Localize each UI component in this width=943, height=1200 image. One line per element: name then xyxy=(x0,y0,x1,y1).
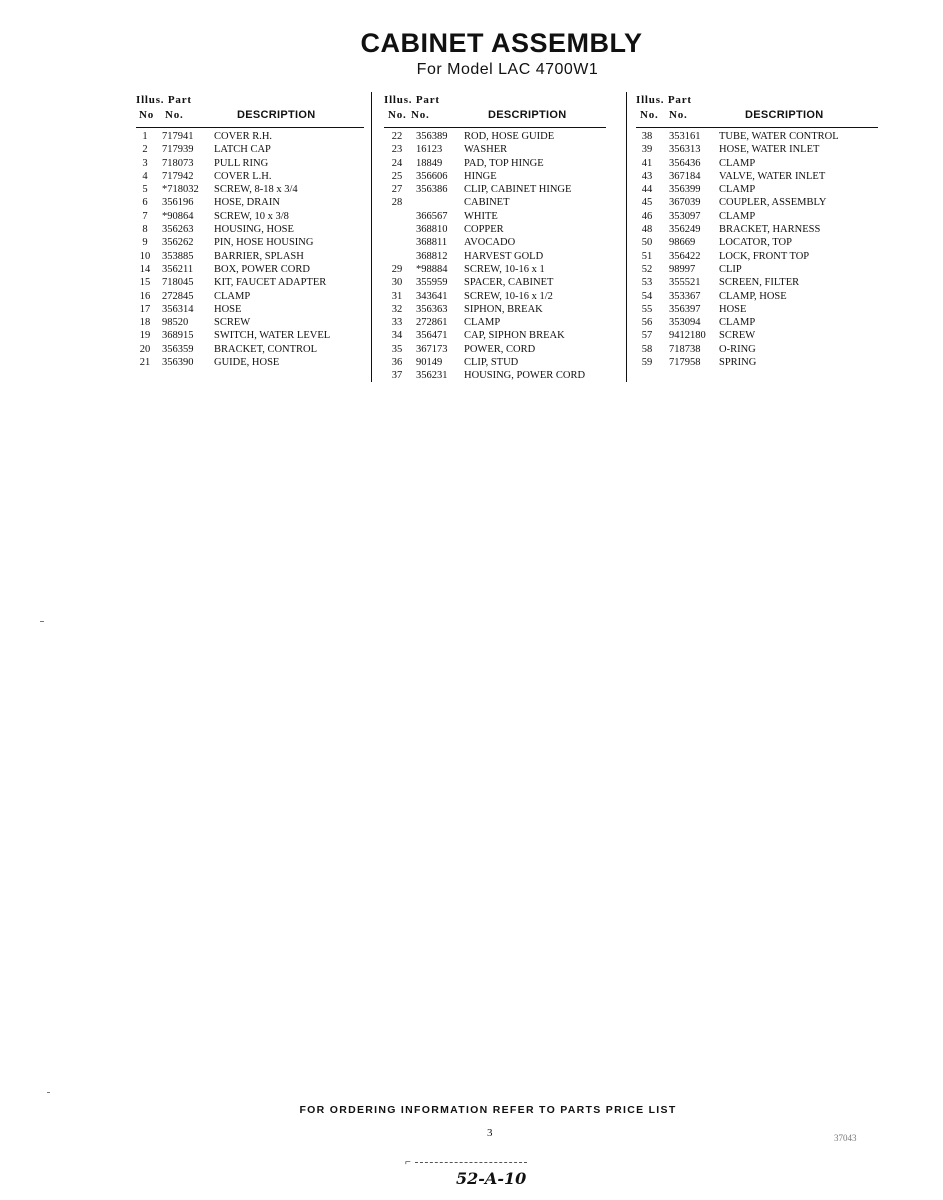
part-number: 98520 xyxy=(162,317,189,329)
illus-number: 51 xyxy=(641,250,653,262)
part-description: O-RING xyxy=(719,343,756,355)
illus-number: 27 xyxy=(391,184,403,196)
illus-number: 2 xyxy=(142,144,148,156)
header-illus: Illus. Part xyxy=(636,94,692,106)
illus-number: 14 xyxy=(139,263,151,275)
table-row xyxy=(384,329,606,342)
parts-list xyxy=(636,128,878,369)
part-number: 356196 xyxy=(162,197,194,209)
part-description: WHITE xyxy=(464,210,498,222)
part-description: CLAMP xyxy=(464,317,501,329)
illus-number: 28 xyxy=(391,197,403,209)
table-row xyxy=(636,130,878,143)
column-divider xyxy=(626,92,627,382)
part-number: 90149 xyxy=(416,357,443,369)
part-description: COVER R.H. xyxy=(214,131,273,142)
part-number: 272845 xyxy=(162,290,194,302)
model-subtitle: For Model LAC 4700W1 xyxy=(416,61,599,78)
part-number: 356422 xyxy=(669,250,701,262)
table-row xyxy=(136,236,364,249)
part-number: 356262 xyxy=(162,237,194,249)
table-header xyxy=(636,93,878,128)
illus-number: 25 xyxy=(391,170,403,182)
table-row xyxy=(384,263,606,276)
table-row xyxy=(636,223,878,236)
part-description: AVOCADO xyxy=(464,237,516,249)
illus-number: 33 xyxy=(391,317,403,329)
part-description: PAD, TOP HINGE xyxy=(464,157,544,169)
part-description: ROD, HOSE GUIDE xyxy=(464,131,555,142)
illus-number: 10 xyxy=(139,250,151,262)
part-number: 366567 xyxy=(416,210,448,222)
part-description: BRACKET, CONTROL xyxy=(214,343,318,355)
part-description: LOCATOR, TOP xyxy=(719,237,792,249)
part-number: 356389 xyxy=(416,131,448,142)
illus-number: 57 xyxy=(641,330,653,342)
part-description: CABINET xyxy=(464,197,510,209)
part-number: 367173 xyxy=(416,343,448,355)
part-description: HOSE, DRAIN xyxy=(214,197,280,209)
table-row xyxy=(384,130,606,143)
table-row xyxy=(636,170,878,183)
table-row xyxy=(636,157,878,170)
illus-number: 56 xyxy=(641,317,653,329)
part-number: 717941 xyxy=(162,131,194,142)
part-number: 717939 xyxy=(162,144,194,156)
part-description: CAP, SIPHON BREAK xyxy=(464,330,565,342)
part-description: HOSE, WATER INLET xyxy=(719,144,820,156)
table-row xyxy=(136,329,364,342)
illus-number: 24 xyxy=(391,157,403,169)
table-row xyxy=(636,316,878,329)
part-description: HOSE xyxy=(214,303,242,315)
part-number: 356359 xyxy=(162,343,194,355)
illus-number: 17 xyxy=(139,303,151,315)
part-description: SCREW xyxy=(719,330,756,342)
illus-number: 20 xyxy=(139,343,151,355)
illus-number: 6 xyxy=(142,197,148,209)
part-description: SCREEN, FILTER xyxy=(719,277,800,289)
part-number: 355959 xyxy=(416,277,448,289)
part-number: 356363 xyxy=(416,303,448,315)
parts-column-1 xyxy=(136,93,364,369)
part-number: 16123 xyxy=(416,144,443,156)
header-illus: Illus. Part xyxy=(136,94,192,106)
part-description: SWITCH, WATER LEVEL xyxy=(214,330,331,342)
part-number: 353161 xyxy=(669,131,701,142)
part-description: SCREW, 8-18 x 3/4 xyxy=(214,184,298,196)
illus-number: 34 xyxy=(391,330,403,342)
table-header xyxy=(136,93,364,128)
part-description: BRACKET, HARNESS xyxy=(719,224,821,236)
illus-number: 32 xyxy=(391,303,403,315)
part-description: COPPER xyxy=(464,224,504,236)
part-number: *90864 xyxy=(162,210,194,222)
part-number: 717958 xyxy=(669,357,701,369)
table-row xyxy=(636,290,878,303)
table-row xyxy=(136,303,364,316)
table-row xyxy=(136,183,364,196)
illus-number: 22 xyxy=(391,131,403,142)
table-row xyxy=(636,210,878,223)
header-part-no: No. xyxy=(165,109,184,121)
table-row xyxy=(136,356,364,369)
parts-column-2 xyxy=(384,93,606,383)
part-number: 368810 xyxy=(416,224,448,236)
illus-number: 55 xyxy=(641,303,653,315)
table-row xyxy=(136,223,364,236)
part-description: PIN, HOSE HOUSING xyxy=(214,237,314,249)
illus-number: 59 xyxy=(641,357,653,369)
table-row xyxy=(384,157,606,170)
part-number: 356249 xyxy=(669,224,701,236)
table-row xyxy=(384,369,606,382)
table-row xyxy=(136,276,364,289)
part-description: WASHER xyxy=(464,144,508,156)
table-row xyxy=(136,157,364,170)
part-number: 356313 xyxy=(669,144,701,156)
illus-number: 52 xyxy=(641,263,653,275)
part-description: COUPLER, ASSEMBLY xyxy=(719,197,827,209)
illus-number: 44 xyxy=(641,184,653,196)
table-row xyxy=(636,143,878,156)
table-row xyxy=(136,290,364,303)
illus-number: 9 xyxy=(142,237,148,249)
illus-number: 3 xyxy=(142,157,148,169)
part-description: SCREW, 10-16 x 1 xyxy=(464,263,545,275)
part-number: 18849 xyxy=(416,157,443,169)
part-number: 356390 xyxy=(162,357,194,369)
illus-number: 39 xyxy=(641,144,653,156)
scan-speck xyxy=(40,621,44,622)
part-number: 9412180 xyxy=(669,330,706,342)
table-row xyxy=(636,263,878,276)
part-number: 353094 xyxy=(669,317,701,329)
header-part-no: No. xyxy=(411,109,430,121)
illus-number: 41 xyxy=(641,157,653,169)
part-description: SCREW, 10-16 x 1/2 xyxy=(464,290,553,302)
illus-number: 18 xyxy=(139,317,151,329)
part-description: HINGE xyxy=(464,170,497,182)
part-number: 356231 xyxy=(416,370,448,382)
part-number: 356211 xyxy=(162,263,194,275)
illus-number: 15 xyxy=(139,277,151,289)
part-description: KIT, FAUCET ADAPTER xyxy=(214,277,327,289)
illus-number: 31 xyxy=(391,290,403,302)
table-row xyxy=(136,210,364,223)
table-row xyxy=(384,250,606,263)
header-description: DESCRIPTION xyxy=(488,109,567,121)
illus-number: 30 xyxy=(391,277,403,289)
illus-number: 54 xyxy=(641,290,653,302)
part-number: 718073 xyxy=(162,157,194,169)
part-description: TUBE, WATER CONTROL xyxy=(719,131,839,142)
handwritten-code: 52-A-10 xyxy=(456,1169,527,1188)
header-no: No. xyxy=(640,109,659,121)
header-illus: Illus. Part xyxy=(384,94,440,106)
part-description: SIPHON, BREAK xyxy=(464,303,543,315)
table-row xyxy=(136,316,364,329)
table-row xyxy=(384,343,606,356)
part-description: SCREW xyxy=(214,317,251,329)
table-row xyxy=(636,343,878,356)
illus-number: 1 xyxy=(142,131,148,142)
part-description: CLIP xyxy=(719,263,742,275)
part-description: CLAMP xyxy=(214,290,251,302)
column-divider xyxy=(371,92,372,382)
part-number: 367184 xyxy=(669,170,701,182)
part-description: CLAMP xyxy=(719,210,756,222)
illus-number: 46 xyxy=(641,210,653,222)
table-row xyxy=(384,290,606,303)
table-row xyxy=(384,276,606,289)
part-description: LATCH CAP xyxy=(214,144,271,156)
part-description: POWER, CORD xyxy=(464,343,536,355)
header-description: DESCRIPTION xyxy=(745,109,824,121)
part-number: 343641 xyxy=(416,290,448,302)
part-number: 356606 xyxy=(416,170,448,182)
parts-column-3 xyxy=(636,93,878,369)
illus-number: 58 xyxy=(641,343,653,355)
part-number: 353097 xyxy=(669,210,701,222)
table-row xyxy=(384,196,606,209)
part-number: 356471 xyxy=(416,330,448,342)
table-row xyxy=(136,130,364,143)
part-description: SPRING xyxy=(719,357,757,369)
part-description: VALVE, WATER INLET xyxy=(719,170,826,182)
illus-number: 38 xyxy=(641,131,653,142)
part-description: BOX, POWER CORD xyxy=(214,263,310,275)
illus-number: 37 xyxy=(391,370,403,382)
header-description: DESCRIPTION xyxy=(237,109,316,121)
part-description: LOCK, FRONT TOP xyxy=(719,250,810,262)
table-row xyxy=(636,236,878,249)
part-number: 367039 xyxy=(669,197,701,209)
illus-number: 50 xyxy=(641,237,653,249)
table-row xyxy=(136,250,364,263)
table-header xyxy=(384,93,606,128)
part-number: 368811 xyxy=(416,237,448,249)
table-row xyxy=(636,356,878,369)
illus-number: 43 xyxy=(641,170,653,182)
table-row xyxy=(636,183,878,196)
header-no: No xyxy=(139,109,155,121)
part-number: 98997 xyxy=(669,263,696,275)
page-title: CABINET ASSEMBLY xyxy=(360,28,643,58)
pen-mark: ⌐ xyxy=(405,1157,411,1168)
table-row xyxy=(136,170,364,183)
table-row xyxy=(384,223,606,236)
part-number: *718032 xyxy=(162,184,199,196)
part-number: 356263 xyxy=(162,224,194,236)
part-description: PULL RING xyxy=(214,157,269,169)
part-number: 718738 xyxy=(669,343,701,355)
table-row xyxy=(136,263,364,276)
page-number: 3 xyxy=(487,1127,493,1139)
table-row xyxy=(384,356,606,369)
part-description: CLAMP, HOSE xyxy=(719,290,787,302)
part-number: 98669 xyxy=(669,237,696,249)
part-description: HARVEST GOLD xyxy=(464,250,544,262)
table-row xyxy=(384,170,606,183)
part-number: 368915 xyxy=(162,330,194,342)
parts-list xyxy=(384,128,606,383)
part-description: HOUSING, POWER CORD xyxy=(464,370,586,382)
table-row xyxy=(384,210,606,223)
table-row xyxy=(636,329,878,342)
part-description: CLAMP xyxy=(719,157,756,169)
illus-number: 19 xyxy=(139,330,151,342)
part-description: COVER L.H. xyxy=(214,170,272,182)
part-description: HOSE xyxy=(719,303,747,315)
table-row xyxy=(636,196,878,209)
part-number: 368812 xyxy=(416,250,448,262)
ordering-note: FOR ORDERING INFORMATION REFER TO PARTS PRICE LIST xyxy=(299,1104,677,1116)
table-row xyxy=(384,316,606,329)
table-row xyxy=(384,236,606,249)
part-description: GUIDE, HOSE xyxy=(214,357,280,369)
scan-speck xyxy=(47,1092,50,1093)
illus-number: 8 xyxy=(142,224,148,236)
part-number: 356314 xyxy=(162,303,194,315)
part-number: 718045 xyxy=(162,277,194,289)
part-number: 353367 xyxy=(669,290,701,302)
part-description: CLAMP xyxy=(719,317,756,329)
illus-number: 36 xyxy=(391,357,403,369)
part-description: CLIP, CABINET HINGE xyxy=(464,184,572,196)
part-description: CLAMP xyxy=(719,184,756,196)
header-no: No. xyxy=(388,109,407,121)
illus-number: 7 xyxy=(142,210,148,222)
part-number: 356399 xyxy=(669,184,701,196)
table-row xyxy=(636,250,878,263)
illus-number: 35 xyxy=(391,343,403,355)
part-number: *98884 xyxy=(416,263,448,275)
part-number: 356386 xyxy=(416,184,448,196)
part-number: 355521 xyxy=(669,277,701,289)
part-number: 356397 xyxy=(669,303,701,315)
part-description: BARRIER, SPLASH xyxy=(214,250,304,262)
part-description: SPACER, CABINET xyxy=(464,277,554,289)
table-row xyxy=(384,143,606,156)
table-row xyxy=(384,303,606,316)
illus-number: 48 xyxy=(641,224,653,236)
illus-number: 4 xyxy=(142,170,148,182)
parts-list xyxy=(136,128,364,369)
illus-number: 23 xyxy=(391,144,403,156)
document-stamp: 37043 xyxy=(834,1133,857,1143)
part-description: SCREW, 10 x 3/8 xyxy=(214,210,289,222)
table-row xyxy=(136,143,364,156)
header-part-no: No. xyxy=(669,109,688,121)
part-description: HOUSING, HOSE xyxy=(214,224,294,236)
part-number: 717942 xyxy=(162,170,194,182)
illus-number: 45 xyxy=(641,197,653,209)
part-number: 356436 xyxy=(669,157,701,169)
illus-number: 21 xyxy=(139,357,151,369)
part-number: 353885 xyxy=(162,250,194,262)
part-description: CLIP, STUD xyxy=(464,357,519,369)
table-row xyxy=(384,183,606,196)
signature-line xyxy=(415,1162,527,1163)
table-row xyxy=(636,276,878,289)
part-number: 272861 xyxy=(416,317,448,329)
illus-number: 5 xyxy=(142,184,148,196)
illus-number: 53 xyxy=(641,277,653,289)
illus-number: 16 xyxy=(139,290,151,302)
illus-number: 29 xyxy=(391,263,403,275)
table-row xyxy=(136,196,364,209)
table-row xyxy=(636,303,878,316)
table-row xyxy=(136,343,364,356)
